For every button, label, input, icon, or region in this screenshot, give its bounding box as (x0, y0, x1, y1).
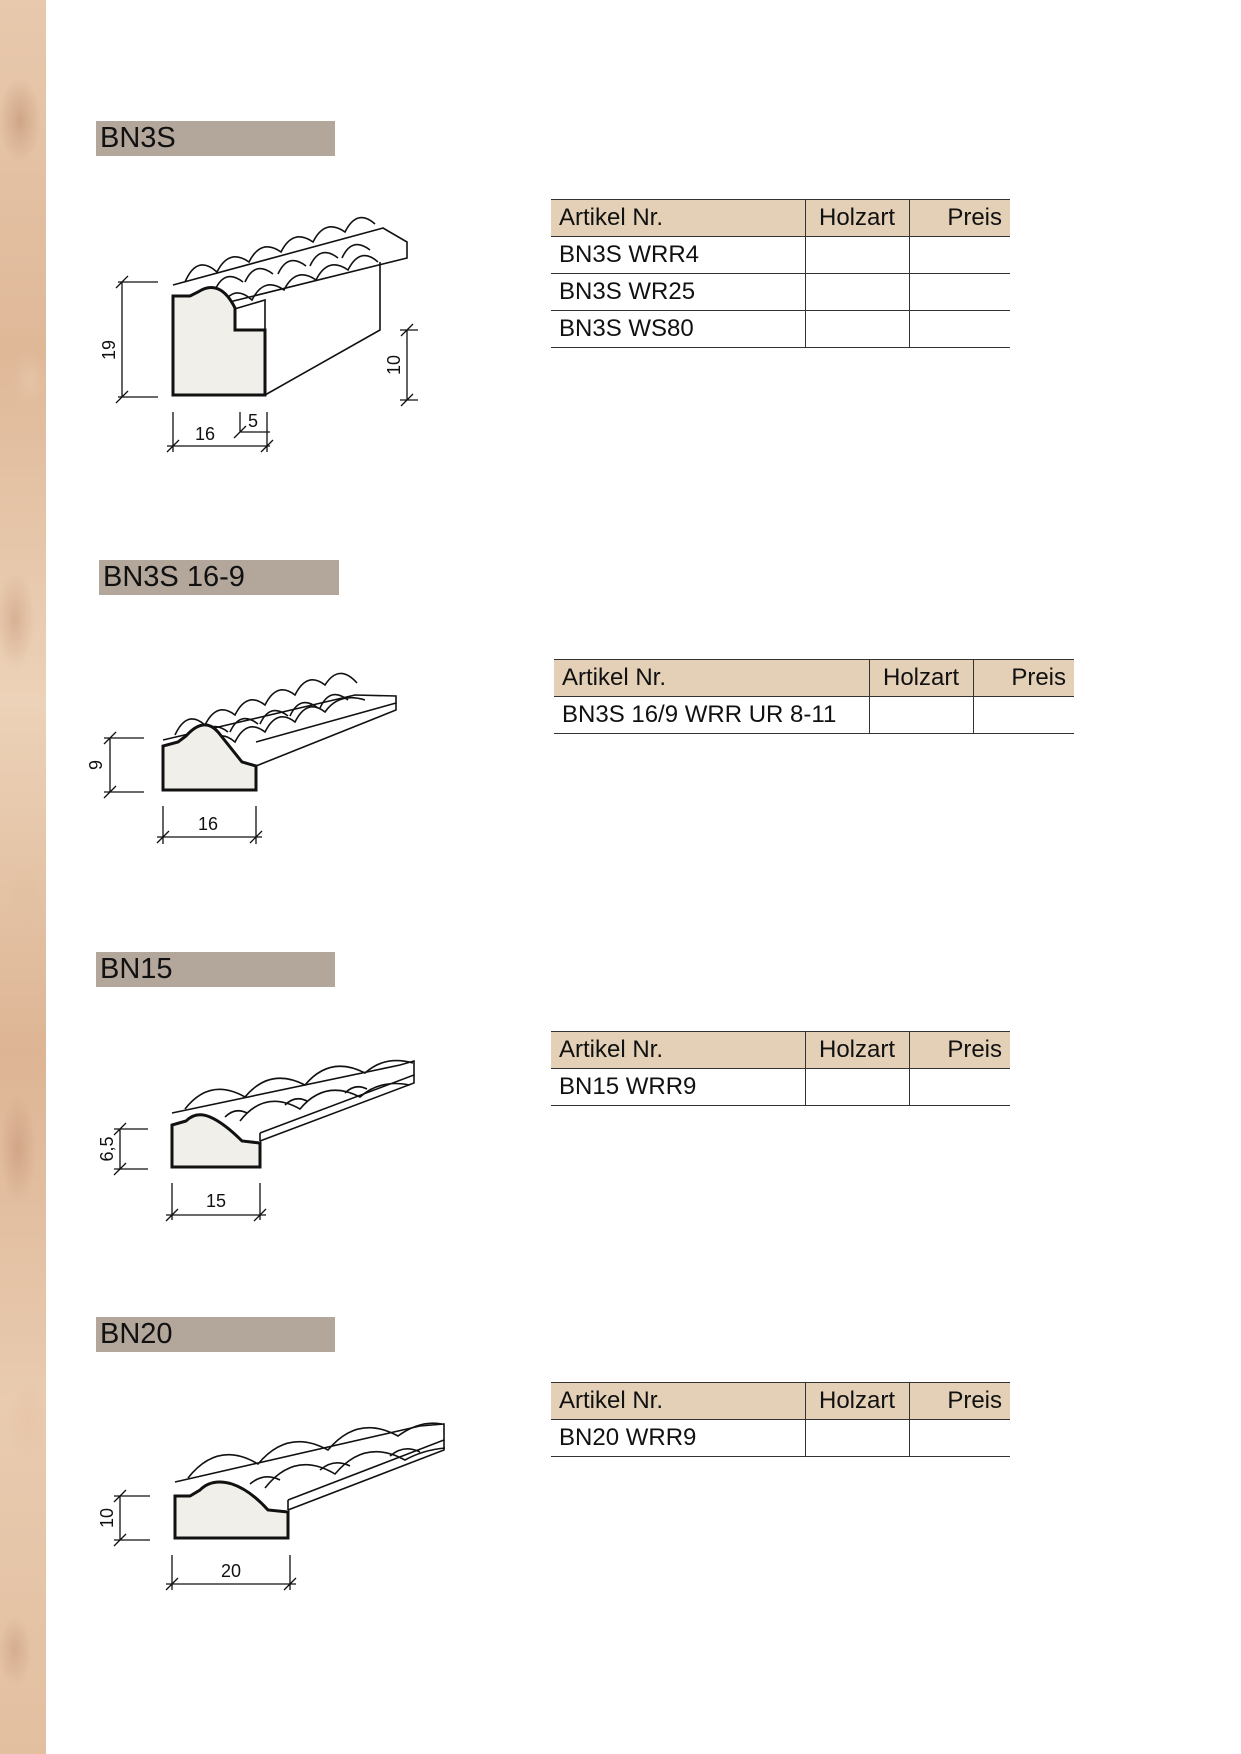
dim-width: 16 (194, 424, 216, 444)
profile-drawing-bn3s (100, 190, 440, 470)
price (909, 1069, 1010, 1106)
header-preis: Preis (909, 200, 1010, 237)
wood-type (805, 237, 909, 274)
header-holzart: Holzart (869, 660, 973, 697)
article-number: BN15 WRR9 (551, 1069, 805, 1106)
header-holzart: Holzart (805, 1383, 909, 1420)
header-preis: Preis (973, 660, 1074, 697)
table-row (551, 237, 1010, 274)
product-table-bn20 (551, 1382, 1010, 1457)
article-number: BN3S WRR4 (551, 237, 805, 274)
dim-width: 15 (205, 1191, 227, 1211)
dim-height: 9 (86, 759, 106, 771)
profile-drawing-bn3s-16-9 (86, 640, 420, 860)
dim-rebate-width: 5 (247, 411, 259, 431)
price (973, 697, 1074, 734)
header-artikel: Artikel Nr. (554, 660, 869, 697)
article-number: BN3S WR25 (551, 274, 805, 311)
header-preis: Preis (909, 1032, 1010, 1069)
wood-texture-strip (0, 0, 46, 1754)
section-title-bn20: BN20 (96, 1317, 335, 1352)
header-holzart: Holzart (805, 200, 909, 237)
article-number: BN20 WRR9 (551, 1420, 805, 1457)
price (909, 1420, 1010, 1457)
header-artikel: Artikel Nr. (551, 1032, 805, 1069)
dim-width: 20 (220, 1561, 242, 1581)
article-number: BN3S WS80 (551, 311, 805, 348)
wood-type (805, 274, 909, 311)
product-table-bn3s (551, 199, 1010, 348)
dim-height: 10 (97, 1507, 117, 1529)
section-title-bn15: BN15 (96, 952, 335, 987)
price (909, 274, 1010, 311)
wood-type (805, 311, 909, 348)
wood-type (869, 697, 973, 734)
table-row (551, 311, 1010, 348)
table-row (551, 274, 1010, 311)
header-artikel: Artikel Nr. (551, 1383, 805, 1420)
product-table-bn3s-16-9 (554, 659, 1074, 734)
profile-drawing-bn15 (97, 1025, 430, 1225)
section-title-bn3s-16-9: BN3S 16-9 (99, 560, 339, 595)
header-artikel: Artikel Nr. (551, 200, 805, 237)
table-row (551, 1069, 1010, 1106)
wood-type (805, 1420, 909, 1457)
article-number: BN3S 16/9 WRR UR 8-11 (554, 697, 869, 734)
header-holzart: Holzart (805, 1032, 909, 1069)
dim-height: 19 (99, 339, 119, 361)
price (909, 237, 1010, 274)
dim-width: 16 (197, 814, 219, 834)
product-table-bn15 (551, 1031, 1010, 1106)
dim-height: 6,5 (97, 1136, 117, 1162)
table-row (551, 1420, 1010, 1457)
dim-rebate-height: 10 (384, 354, 404, 376)
table-row (554, 697, 1074, 734)
section-title-bn3s: BN3S (96, 121, 335, 156)
profile-drawing-bn20 (97, 1380, 460, 1600)
price (909, 311, 1010, 348)
wood-type (805, 1069, 909, 1106)
header-preis: Preis (909, 1383, 1010, 1420)
